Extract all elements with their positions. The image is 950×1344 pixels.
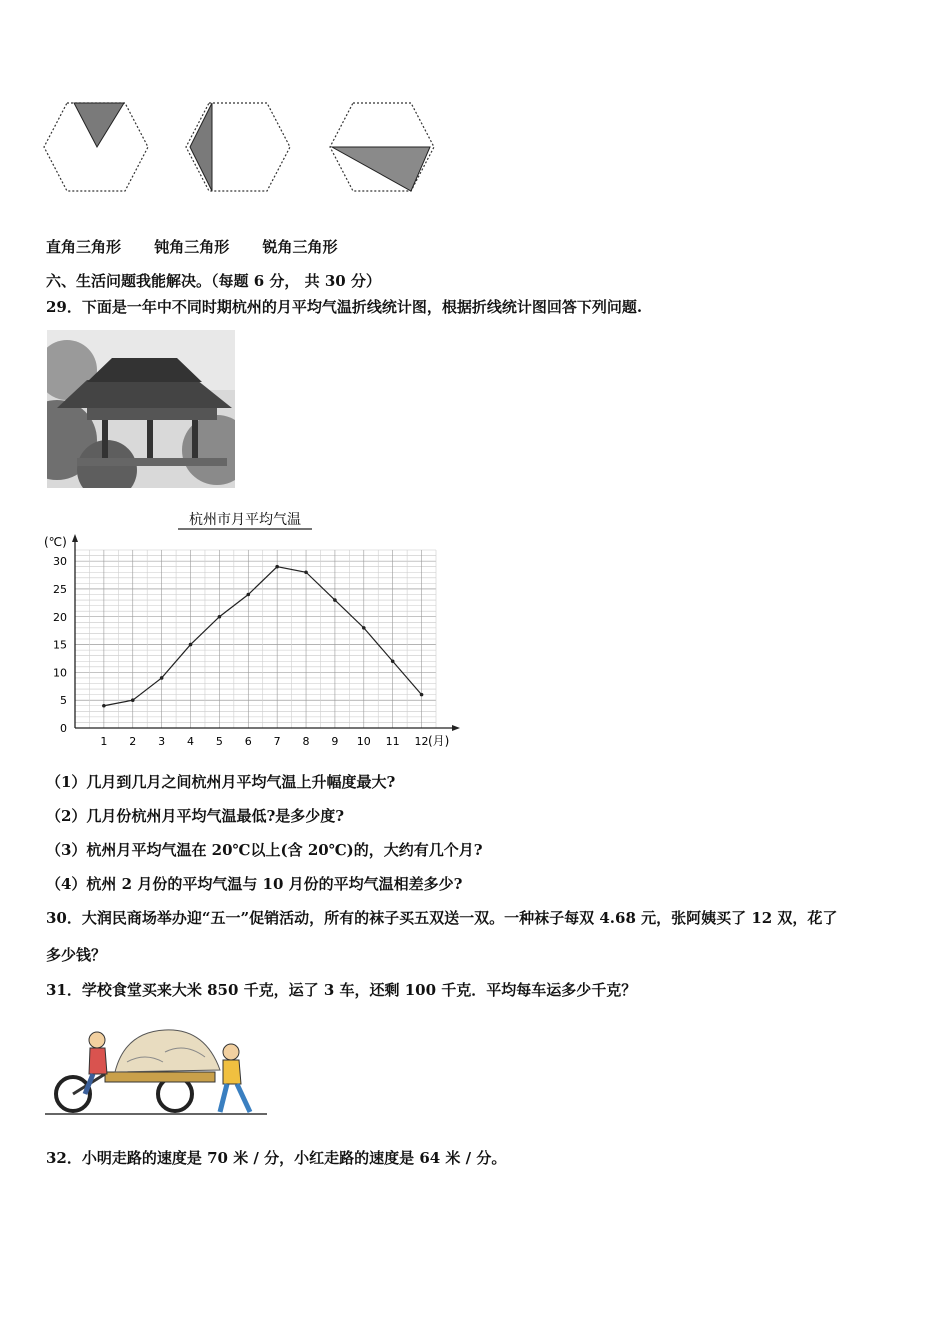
y-tick-label: 10	[53, 666, 67, 680]
shape-label-acute: 锐角三角形	[262, 238, 338, 256]
x-tick-label: 10	[356, 735, 371, 748]
y-axis-arrow	[72, 534, 78, 542]
section-heading: 六、生活问题我能解决。（每题 6 分， 共 30 分）	[46, 272, 381, 290]
shape-label-obtuse: 钝角三角形	[154, 238, 230, 256]
shape-labels	[46, 236, 366, 257]
question-31: 31．学校食堂买来大米 850 千克，运了 3 车，还剩 100 千克．平均每车运多少千克？	[46, 981, 637, 999]
x-tick-label: 6	[244, 735, 252, 748]
question-29-1: （1）几月到几月之间杭州月平均气温上升幅度最大?	[46, 773, 396, 791]
data-point	[275, 565, 279, 569]
y-tick-label: 30	[53, 555, 67, 569]
x-tick-label: 12	[414, 735, 429, 748]
question-29-4: （4）杭州 2 月份的平均气温与 10 月份的平均气温相差多少?	[46, 875, 463, 893]
temperature-line-chart	[40, 505, 460, 750]
x-tick-label: 9	[331, 735, 339, 748]
question-30-line1: 30．大润民商场举办迎“五一”促销活动，所有的袜子买五双送一双。一种袜子每双 4.68 元，张阿姨买了 12 双，花了	[46, 909, 838, 927]
question-29: 29．下面是一年中不同时期杭州的月平均气温折线统计图，根据折线统计图回答下列问题.	[46, 298, 643, 316]
data-point	[391, 659, 395, 663]
y-tick-label: 0	[60, 722, 67, 735]
x-tick-label: 7	[273, 735, 281, 748]
question-29-3: （3）杭州月平均气温在 20℃以上(含 20℃)的，大约有几个月?	[46, 841, 483, 859]
tricycle-illustration	[45, 1022, 270, 1117]
y-tick-label: 20	[53, 610, 67, 624]
data-point	[131, 698, 135, 702]
x-tick-label: 3	[158, 735, 166, 748]
hexagon-right-triangle	[44, 103, 148, 191]
data-point	[304, 570, 308, 574]
chart-xlabel: (月)	[428, 734, 450, 748]
y-tick-label: 15	[53, 638, 67, 652]
x-tick-label: 1	[100, 735, 108, 748]
chart-ticks	[53, 555, 429, 748]
data-point	[189, 643, 193, 647]
data-point	[362, 626, 366, 630]
data-point	[246, 593, 250, 597]
data-point	[160, 676, 164, 680]
x-tick-label: 11	[385, 735, 400, 748]
data-point	[333, 598, 337, 602]
x-tick-label: 5	[215, 735, 223, 748]
x-axis-arrow	[452, 725, 460, 731]
hexagon-obtuse-triangle	[186, 103, 290, 191]
hexagon-acute-triangle	[330, 103, 434, 191]
chart-title: 杭州市月平均气温	[189, 512, 301, 528]
chart-axes	[72, 534, 460, 731]
question-30-line2: 多少钱？	[46, 946, 107, 964]
chart-ylabel: (℃)	[44, 535, 67, 549]
x-tick-label: 2	[129, 735, 137, 748]
hexagon-figures	[40, 95, 460, 205]
data-point	[420, 693, 424, 697]
question-32: 32．小明走路的速度是 70 米 / 分，小红走路的速度是 64 米 / 分。	[46, 1149, 507, 1167]
shape-label-right: 直角三角形	[46, 238, 122, 256]
y-tick-label: 5	[60, 694, 67, 708]
pavilion-photo	[47, 330, 235, 488]
x-tick-label: 8	[302, 735, 310, 748]
x-tick-label: 4	[187, 735, 195, 748]
y-tick-label: 25	[53, 582, 67, 596]
data-point	[102, 704, 106, 708]
data-point	[218, 615, 222, 619]
question-29-2: （2）几月份杭州月平均气温最低?是多少度?	[46, 807, 345, 825]
